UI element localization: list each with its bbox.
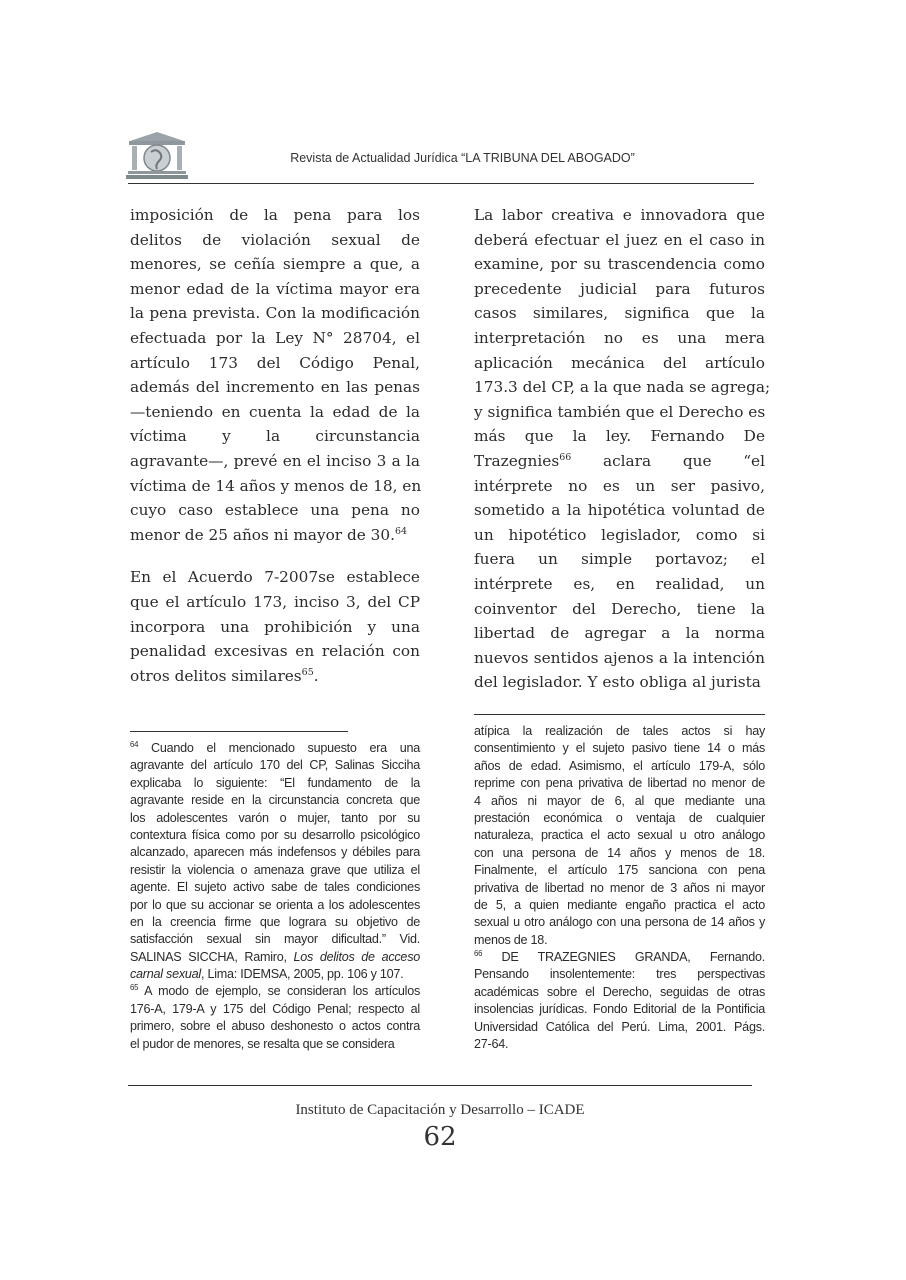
text-segment: —teniendo en cuenta la edad de la <box>130 402 420 421</box>
text-segment: cuyo caso establece una pena no <box>130 501 420 520</box>
text-line <box>130 449 420 474</box>
text-line <box>130 277 420 302</box>
text-segment: el pudor de menores, se resalta que se considera <box>130 1036 395 1051</box>
text-segment: privativa de libertad no menor de 3 años ni mayor <box>474 880 765 895</box>
text-segment: del legislador. Y esto obliga al jurista <box>474 673 761 692</box>
text-segment: agravante—, prevé en el inciso 3 a la <box>130 451 420 470</box>
text-segment: intérprete no es un ser pasivo, <box>474 476 765 495</box>
text-line <box>474 203 765 228</box>
text-segment: naturaleza, practica el acto sexual u otro análogo <box>474 828 765 843</box>
text-line <box>474 572 765 597</box>
text-line <box>474 449 765 474</box>
footnote <box>130 983 420 1053</box>
text-segment: A modo de ejemplo, se consideran los artículos <box>138 984 420 999</box>
text-segment: aplicación mecánica del artículo <box>474 353 765 372</box>
text-segment: , Lima: IDEMSA, 2005, pp. 106 y 107. <box>200 967 404 982</box>
text-segment: . <box>313 666 319 685</box>
text-segment: 4 años ni mayor de 6, al que mediante una <box>474 793 765 808</box>
text-segment: DE TRAZEGNIES GRANDA, Fernando. <box>482 950 765 965</box>
text-line <box>474 351 765 376</box>
text-segment: La labor creativa e innovadora que <box>474 206 765 224</box>
footnote <box>474 949 765 1053</box>
text-line <box>130 844 420 861</box>
body-column-right <box>474 203 771 713</box>
text-segment: casos similares, significa que la <box>474 304 765 323</box>
text-line <box>130 1036 420 1053</box>
text-segment: En el Acuerdo 7-2007se establece <box>130 568 420 587</box>
text-line <box>474 375 771 400</box>
text-segment: alcanzado, aparecen más indefensos y débiles para <box>130 845 420 860</box>
text-line <box>130 1001 420 1018</box>
text-segment: sometido a la hipotética voluntad de <box>474 501 765 520</box>
text-line <box>130 862 420 879</box>
text-line <box>130 400 420 425</box>
text-segment: Pensando insolentemente: tres perspectivas <box>474 967 765 982</box>
footnote-reference: 64 <box>395 525 408 537</box>
text-line <box>130 375 420 400</box>
text-line <box>130 474 420 499</box>
text-line <box>474 400 765 425</box>
footnote-reference: 64 <box>130 739 139 749</box>
text-line <box>130 326 420 351</box>
text-line <box>130 565 420 590</box>
text-line <box>474 949 765 966</box>
text-line <box>130 424 420 449</box>
body-column-left <box>130 203 420 706</box>
text-line <box>130 914 420 931</box>
text-segment: consentimiento y el sujeto pasivo tiene 14 o más <box>474 741 765 756</box>
text-segment: Finalmente, el artículo 175 sanciona con pena <box>474 863 765 878</box>
text-segment: que el artículo 173, inciso 3, del CP <box>130 592 420 611</box>
text-line <box>130 228 420 253</box>
text-line <box>474 474 765 499</box>
text-segment: agravante reside en la circunstancia concreta que <box>130 793 420 808</box>
italic-title: Los delitos de acceso <box>293 949 420 964</box>
text-line <box>474 547 765 572</box>
italic-title: carnal sexual <box>130 967 201 982</box>
text-segment: además del incremento en las penas <box>130 378 420 397</box>
text-segment: incorpora una prohibición y una <box>130 617 420 636</box>
footnote-reference: 66 <box>559 451 572 463</box>
text-segment: interpretación no es una mera <box>474 328 765 347</box>
footnote-reference: 65 <box>301 666 314 678</box>
text-line <box>130 740 420 757</box>
text-segment: 173.3 del CP, a la que nada se agrega; <box>474 378 771 397</box>
text-segment: con una persona de 14 años y menos de 18. <box>474 845 765 860</box>
text-line <box>474 252 765 277</box>
text-segment: menos de 18. <box>474 932 548 947</box>
text-segment: víctima y la circunstancia <box>130 427 420 446</box>
text-line <box>474 845 765 862</box>
text-line <box>474 1001 765 1018</box>
text-line <box>474 827 765 844</box>
footer-rule <box>128 1085 752 1086</box>
text-line <box>474 897 765 914</box>
text-segment: nuevos sentidos ajenos a la intención <box>474 648 765 667</box>
text-segment: efectuada por la Ley N° 28704, el <box>130 328 420 347</box>
text-line <box>130 301 420 326</box>
footnote <box>474 723 765 949</box>
text-segment: intérprete es, en realidad, un <box>474 574 765 593</box>
text-segment: penalidad excesivas en relación con <box>130 642 420 661</box>
footnote <box>130 740 420 983</box>
text-line <box>474 862 765 879</box>
text-line <box>130 897 420 914</box>
paragraph <box>130 203 420 547</box>
text-line <box>474 793 765 810</box>
text-line <box>474 424 765 449</box>
paragraph <box>474 203 771 695</box>
text-segment: fuera un simple portavoz; el <box>474 550 765 569</box>
paragraph <box>130 565 420 688</box>
text-segment: precedente judicial para futuros <box>474 279 765 298</box>
text-segment: agravante del artículo 170 del CP, Salinas Sicciha <box>130 758 420 773</box>
text-segment: artículo 173 del Código Penal, <box>130 353 420 372</box>
text-segment: víctima de 14 años y menos de 18, en <box>130 476 422 495</box>
text-segment: Cuando el mencionado supuesto era una <box>138 741 420 755</box>
text-segment: insolencias jurídicas. Fondo Editorial de la Pontificia <box>474 1002 765 1017</box>
text-line <box>130 639 420 664</box>
journal-title: Revista de Actualidad Jurídica “LA TRIBUNA DEL ABOGADO” <box>290 151 635 165</box>
text-line <box>130 757 420 774</box>
text-line <box>130 966 420 983</box>
text-segment: delitos de violación sexual de <box>130 230 420 249</box>
text-line <box>130 252 420 277</box>
text-segment: coinventor del Derecho, tiene la <box>474 599 765 618</box>
text-segment: más que la ley. Fernando De <box>474 427 765 446</box>
text-segment: libertad de agregar a la norma <box>474 624 765 643</box>
text-line <box>474 523 765 548</box>
text-segment: menor de 25 años ni mayor de 30. <box>130 525 396 544</box>
text-line <box>474 670 765 695</box>
text-line <box>130 351 420 376</box>
text-segment: deberá efectuar el juez en el caso in <box>474 230 765 249</box>
text-line <box>474 597 765 622</box>
footnote-separator-left <box>130 731 348 732</box>
text-segment: explicaba lo siguiente: “El fundamento de la <box>130 775 420 790</box>
text-segment: otros delitos similares <box>130 666 302 685</box>
text-segment: imposición de la pena para los <box>130 206 420 224</box>
text-line <box>130 931 420 948</box>
text-segment: prestación económica o ventaja de cualquier <box>474 810 765 825</box>
text-line <box>130 523 420 548</box>
text-line <box>130 1018 420 1035</box>
text-segment: en la creencia firme que lograra su objetivo de <box>130 914 420 929</box>
text-segment: contextura física como por su desarrollo psicológico <box>130 827 420 842</box>
text-line <box>130 983 420 1000</box>
footnote-separator-right <box>474 714 765 715</box>
text-line <box>474 740 765 757</box>
text-line <box>474 301 765 326</box>
text-line <box>474 932 765 949</box>
text-segment: aclara que “el <box>571 451 765 470</box>
text-segment: menor edad de la víctima mayor era <box>130 279 420 298</box>
text-line <box>474 326 765 351</box>
text-segment: por lo que su accionar se orienta a los adolescentes <box>130 897 420 912</box>
text-segment: y significa también que el Derecho es <box>474 402 766 421</box>
header-rule <box>128 183 754 184</box>
text-line <box>130 615 420 640</box>
text-segment: 176-A, 179-A y 175 del Código Penal; respecto al <box>130 1001 420 1016</box>
text-line <box>474 277 765 302</box>
page-number: 62 <box>423 1122 457 1152</box>
footnote-reference: 65 <box>130 983 139 993</box>
text-segment: satisfacción sexual sin mayor dificultad.” Vid. <box>130 932 420 947</box>
text-line <box>474 775 765 792</box>
text-line <box>474 621 765 646</box>
icade-logo <box>126 130 188 180</box>
text-line <box>474 880 765 897</box>
text-line <box>130 792 420 809</box>
text-line <box>474 914 765 931</box>
text-line <box>474 723 765 740</box>
text-segment: 27-64. <box>474 1037 509 1052</box>
text-line <box>130 590 420 615</box>
text-line <box>474 228 765 253</box>
text-line <box>130 949 420 966</box>
text-segment: examine, por su trascendencia como <box>474 255 765 274</box>
text-segment: de 5, a quien mediante engaño practica el acto <box>474 897 765 912</box>
text-segment: resistir la violencia o amenaza grave que utiliza el <box>130 862 420 877</box>
text-line <box>474 758 765 775</box>
text-line <box>474 966 765 983</box>
text-segment: Trazegnies <box>474 451 560 470</box>
text-line <box>474 646 765 671</box>
text-line <box>130 827 420 844</box>
text-segment: años de edad. Asimismo, el artículo 179-A, sólo <box>474 758 765 773</box>
footer-institution: Instituto de Capacitación y Desarrollo – ICADE <box>295 1102 585 1118</box>
text-line <box>130 203 420 228</box>
text-segment: Universidad Católica del Perú. Lima, 2001. Págs. <box>474 1019 765 1034</box>
text-segment: los adolescentes varón o mujer, tanto por su <box>130 810 420 825</box>
text-segment: primero, sobre el abuso deshonesto o actos contra <box>130 1019 420 1034</box>
text-line <box>474 1036 765 1053</box>
text-line <box>474 810 765 827</box>
text-line <box>130 775 420 792</box>
text-segment: atípica la realización de tales actos si hay <box>474 724 765 738</box>
text-line <box>130 498 420 523</box>
text-segment: menores, se ceñía siempre a que, a <box>130 255 420 274</box>
text-line <box>474 498 765 523</box>
text-line <box>474 984 765 1001</box>
text-line <box>130 879 420 896</box>
text-segment: agente. El sujeto activo sabe de tales condiciones <box>130 880 420 895</box>
text-line <box>130 664 420 689</box>
text-segment: académicas sobre el Derecho, seguidas de otras <box>474 984 765 999</box>
text-line <box>130 810 420 827</box>
footnotes-left <box>130 740 420 1053</box>
footnotes-right <box>474 723 765 1053</box>
text-segment: sexual u otro análogo con una persona de 14 años y <box>474 915 765 930</box>
text-segment: SALINAS SICCHA, Ramiro, <box>130 949 294 964</box>
text-segment: la pena prevista. Con la modificación <box>130 304 420 323</box>
footnote-reference: 66 <box>474 948 483 958</box>
text-segment: reprime con pena privativa de libertad no menor de <box>474 776 765 791</box>
text-line <box>474 1019 765 1036</box>
text-segment: un hipotético legislador, como si <box>474 525 765 544</box>
